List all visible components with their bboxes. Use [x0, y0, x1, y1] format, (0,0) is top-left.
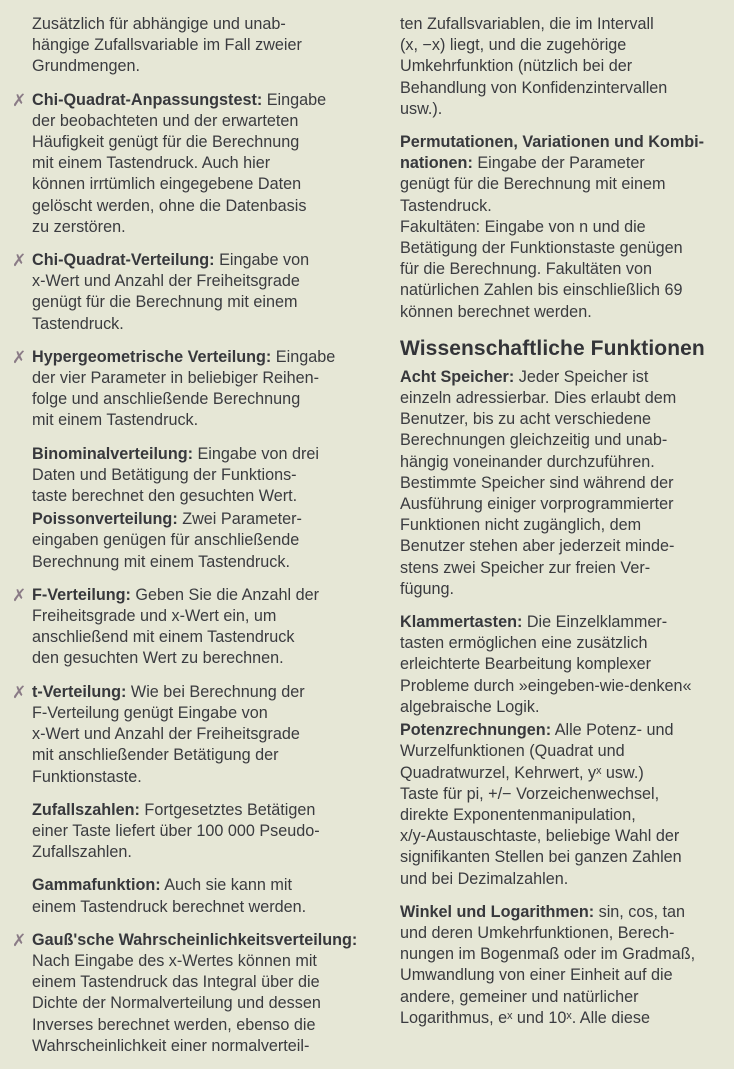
cross-mark-icon: ✗ [12, 347, 27, 368]
left-column [12, 14, 370, 1069]
paragraph-text: Wie bei Berechnung der F-Verteilung genügt Eingabe von x-Wert und Anzahl der Freiheitsgrade mit anschließender Betätigung der Funktionstaste. [32, 682, 305, 786]
cross-mark-icon: ✗ [12, 930, 27, 951]
right-top-paragraph [400, 132, 726, 323]
paragraph-text: Eingabe der vier Parameter in beliebiger Reihen- folge und anschließende Berechnung mit einem Tastendruck. [32, 347, 336, 430]
right-bottom-paragraph [400, 367, 726, 600]
paragraph-heading: Permutationen, Variationen und Kombi- nationen: [400, 133, 704, 173]
paragraph-heading: Hypergeometrische Verteilung: [32, 347, 272, 366]
paragraph-heading: Binominalverteilung: [32, 444, 193, 463]
cross-mark-icon: ✗ [12, 251, 27, 272]
right-bottom-paragraph [400, 902, 726, 1029]
section-heading: Wissenschaftliche Funktionen [400, 336, 705, 360]
paragraph-heading: Gammafunktion: [32, 876, 161, 895]
left-paragraph [32, 444, 370, 508]
paragraph-heading: Potenzrechnungen: [400, 721, 552, 740]
left-paragraph [12, 682, 370, 788]
left-paragraph [32, 800, 370, 864]
cross-mark-icon: ✗ [12, 90, 27, 111]
paragraph-text: Eingabe von drei Daten und Betätigung der Funktions- taste berechnet den gesuchten Wert. [32, 444, 319, 506]
paragraph-text: ten Zufallsvariablen, die im Intervall (x, −x) liegt, und die zugehörige Umkehrfunktion (nützlich bei der Behandlung von Konfidenzintervallen usw.). [400, 15, 668, 118]
paragraph-text: Nach Eingabe des x-Wertes können mit einem Tastendruck das Integral über die Dichte der Normalverteilung und dessen Inverses berechnet werden, ebenso die Wahrscheinlichkeit einer normalverteil- [32, 951, 321, 1055]
paragraph-text: Alle Potenz- und Wurzelfunktionen (Quadrat und Quadratwurzel, Kehrwert, yˣ usw.) Taste für pi, +/− Vorzeichenwechsel, direkte Exponentenmanipulation, x/y-Austauschtaste, beliebige Wahl der signifikanten Stellen bei ganzen Zahlen und bei Dezimalzahlen. [400, 721, 682, 888]
paragraph-heading: Winkel und Logarithmen: [400, 902, 595, 921]
left-paragraph [32, 875, 370, 917]
left-paragraph [12, 930, 370, 1057]
paragraph-heading: Poissonverteilung: [32, 510, 178, 529]
paragraph-heading: Gauß'sche Wahrscheinlichkeitsverteilung: [32, 930, 358, 949]
right-bottom-paragraph [400, 720, 726, 890]
paragraph-text: Die Einzelklammer- tasten ermöglichen eine zusätzlich erleichterte Bearbeitung komplexer Probleme durch »eingeben-wie-denken« algebraische Logik. [400, 613, 692, 716]
paragraph-text: sin, cos, tan und deren Umkehrfunktionen, Berech- nungen im Bogenmaß oder im Gradmaß, Umwandlung von einer Einheit auf die andere, gemeiner und natürlicher Logarithmus, eˣ und 10ˣ. Alle diese [400, 902, 696, 1027]
paragraph-heading: Klammertasten: [400, 613, 523, 632]
left-paragraph [12, 250, 370, 335]
cross-mark-icon: ✗ [12, 585, 27, 606]
left-paragraph [32, 509, 370, 573]
paragraph-text: Eingabe der Parameter genügt für die Berechnung mit einem Tastendruck. Fakultäten: Eingabe von n und die Betätigung der Funktionstaste genügen für die Berechnung. Fakultäten von natürlichen Zahlen bis einschließlich 69 können berechnet werden. [400, 154, 683, 321]
paragraph-heading: Chi-Quadrat-Verteilung: [32, 251, 215, 270]
paragraph-text: Eingabe von x-Wert und Anzahl der Freiheitsgrade genügt für die Berechnung mit einem Tastendruck. [32, 251, 310, 333]
paragraph-heading: Chi-Quadrat-Anpassungstest: [32, 90, 263, 109]
paragraph-heading: t-Verteilung: [32, 682, 127, 701]
right-bottom-paragraph [400, 612, 726, 718]
paragraph-text: Jeder Speicher ist einzeln adressierbar. Dies erlaubt dem Benutzer, bis zu acht verschiedene Berechnungen gleichzeitig und unab- hängig voneinander durchzuführen. Bestimmte Speicher sind während der Ausführung einiger vorprogrammierter Funktionen nicht zugänglich, dem Benutzer stehen aber jederzeit minde- stens zwei Speicher zur freien Ver- fügung. [400, 367, 677, 598]
left-paragraph [12, 90, 370, 238]
cross-mark-icon: ✗ [12, 682, 27, 703]
paragraph-text: Zusätzlich für abhängige und unab- hängige Zufallsvariable im Fall zweier Grundmengen. [32, 15, 302, 76]
paragraph-heading: F-Verteilung: [32, 585, 131, 604]
left-paragraph [12, 585, 370, 670]
left-paragraph [32, 14, 370, 78]
paragraph-text: Zwei Parameter- eingaben genügen für anschließende Berechnung mit einem Tastendruck. [32, 510, 302, 571]
paragraph-heading: Acht Speicher: [400, 367, 515, 386]
paragraph-text: Eingabe der beobachteten und der erwarteten Häufigkeit genügt für die Berechnung mit einem Tastendruck. Auch hier können irrtümlich eingegebene Daten gelöscht werden, ohne die Datenbasis zu zerstören. [32, 90, 327, 236]
right-top-paragraph [400, 14, 726, 120]
paragraph-text: Geben Sie die Anzahl der Freiheitsgrade und x-Wert ein, um anschließend mit einem Tastendruck den gesuchten Wert zu berechnen. [32, 585, 320, 668]
paragraph-text: Fortgesetztes Betätigen einer Taste liefert über 100 000 Pseudo- Zufallszahlen. [32, 800, 320, 862]
left-paragraph [12, 347, 370, 432]
right-column [400, 14, 726, 1041]
paragraph-text: Auch sie kann mit einem Tastendruck berechnet werden. [32, 876, 307, 916]
paragraph-heading: Zufallszahlen: [32, 800, 140, 819]
